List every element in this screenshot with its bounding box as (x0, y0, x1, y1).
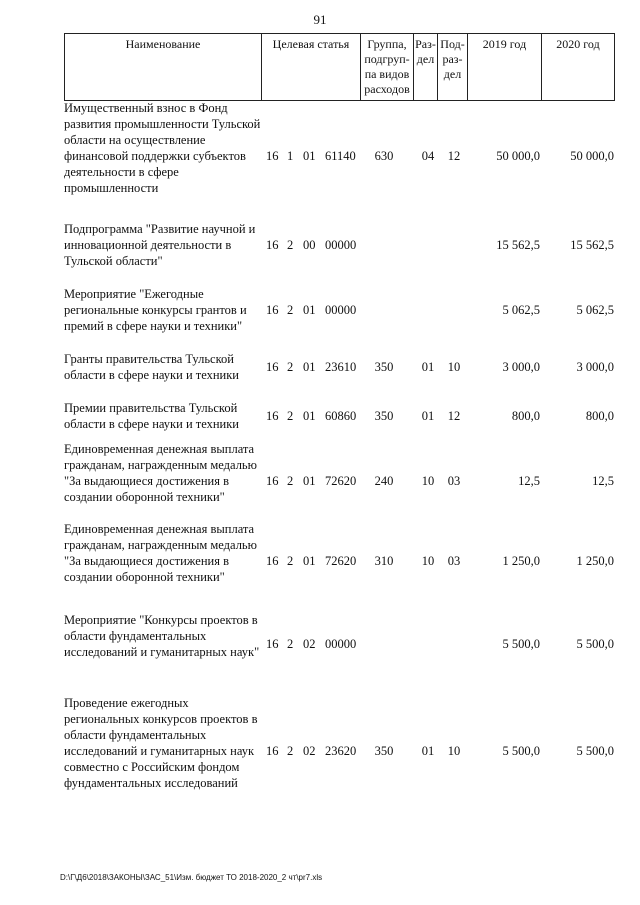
row-value-2019: 3 000,0 (502, 360, 540, 374)
row-subsection: 03 (447, 474, 461, 488)
row-value-2019: 50 000,0 (496, 149, 540, 163)
table-header (64, 33, 615, 101)
row-value-2019: 800,0 (511, 409, 540, 423)
row-code-event: 02 (303, 744, 316, 758)
row-name: Мероприятие "Ежегодные региональные конкурсы грантов и премий в сфере науки и техники" (64, 287, 247, 333)
row-group: 310 (374, 554, 394, 568)
header-group: Группа, подгруп-па видов расходов (360, 34, 413, 100)
row-value-2020: 50 000,0 (570, 149, 614, 163)
row-value-2019: 5 062,5 (502, 303, 540, 317)
row-code-direction: 72620 (325, 554, 357, 568)
row-value-2019: 15 562,5 (496, 238, 540, 252)
row-name: Премии правительства Тульской области в сфере науки и техники (64, 401, 239, 431)
row-group: 350 (374, 409, 394, 423)
row-name: Мероприятие "Конкурсы проектов в области фундаментальных исследований и гуманитарных наук" (64, 613, 260, 659)
row-value-2020: 12,5 (592, 474, 614, 488)
row-code-subprogram: 2 (287, 474, 294, 488)
row-subsection: 10 (447, 744, 461, 758)
row-code-program: 16 (266, 149, 279, 163)
row-code-direction: 72620 (325, 474, 357, 488)
header-2020: 2020 год (541, 34, 615, 100)
row-section: 10 (421, 554, 435, 568)
row-code-event: 01 (303, 474, 316, 488)
row-code-program: 16 (266, 554, 279, 568)
row-value-2020: 5 500,0 (576, 744, 614, 758)
row-code-program: 16 (266, 744, 279, 758)
row-code-subprogram: 2 (287, 744, 294, 758)
row-code-event: 02 (303, 637, 316, 651)
row-code-direction: 23610 (325, 360, 357, 374)
row-name: Гранты правительства Тульской области в сфере науки и техники (64, 352, 239, 382)
row-subsection: 10 (447, 360, 461, 374)
header-2019: 2019 год (467, 34, 541, 100)
row-value-2020: 800,0 (585, 409, 614, 423)
row-code-program: 16 (266, 637, 279, 651)
header-name: Наименование (64, 34, 261, 100)
row-value-2020: 15 562,5 (570, 238, 614, 252)
row-code-direction: 00000 (325, 238, 357, 252)
row-value-2020: 1 250,0 (576, 554, 614, 568)
row-group: 630 (374, 149, 394, 163)
row-code-subprogram: 2 (287, 637, 294, 651)
row-subsection: 12 (447, 149, 461, 163)
row-code-event: 01 (303, 149, 316, 163)
row-code-subprogram: 2 (287, 554, 294, 568)
row-subsection: 03 (447, 554, 461, 568)
row-code-subprogram: 2 (287, 303, 294, 317)
row-subsection: 12 (447, 409, 461, 423)
page-number: 91 (313, 12, 327, 27)
row-value-2020: 3 000,0 (576, 360, 614, 374)
header-target: Целевая статья (261, 34, 360, 100)
row-code-subprogram: 2 (287, 360, 294, 374)
row-section: 04 (421, 149, 435, 163)
row-code-event: 00 (303, 238, 316, 252)
row-code-event: 01 (303, 409, 316, 423)
row-code-direction: 00000 (325, 303, 357, 317)
row-value-2019: 5 500,0 (502, 744, 540, 758)
row-code-subprogram: 1 (287, 149, 294, 163)
row-name: Единовременная денежная выплата гражданам, награжденным медалью "За выдающиеся достижения в создании оборонной техники" (64, 442, 257, 504)
row-section: 01 (421, 360, 435, 374)
row-code-program: 16 (266, 474, 279, 488)
file-path-footer: D:\Г\Д6\2018\ЗАКОНЫ\ЗАС_51\Изм. бюджет ТО 2018-2020_2 чт\pr7.xls (60, 873, 323, 882)
row-section: 10 (421, 474, 435, 488)
row-code-program: 16 (266, 409, 279, 423)
row-code-subprogram: 2 (287, 238, 294, 252)
row-code-event: 01 (303, 360, 316, 374)
header-section: Раз-дел (413, 34, 437, 100)
row-code-direction: 60860 (325, 409, 357, 423)
row-value-2020: 5 500,0 (576, 637, 614, 651)
row-group: 350 (374, 360, 394, 374)
row-code-direction: 00000 (325, 637, 357, 651)
row-code-event: 01 (303, 554, 316, 568)
header-subsection: Под-раз-дел (437, 34, 467, 100)
row-group: 240 (374, 474, 394, 488)
row-value-2019: 5 500,0 (502, 637, 540, 651)
row-section: 01 (421, 744, 435, 758)
row-code-program: 16 (266, 303, 279, 317)
row-code-direction: 61140 (325, 149, 356, 163)
row-value-2019: 1 250,0 (502, 554, 540, 568)
row-section: 01 (421, 409, 435, 423)
row-name: Проведение ежегодных региональных конкурсов проектов в области фундаментальных исследований и гуманитарных наук совместно с Российским фондом фундаментальных исследований (64, 696, 258, 790)
row-value-2019: 12,5 (518, 474, 540, 488)
row-code-direction: 23620 (325, 744, 357, 758)
row-value-2020: 5 062,5 (576, 303, 614, 317)
row-name: Единовременная денежная выплата гражданам, награжденным медалью "За выдающиеся достижения в создании оборонной техники" (64, 522, 257, 584)
row-code-program: 16 (266, 360, 279, 374)
row-name: Подпрограмма "Развитие научной и инновационной деятельности в Тульской области" (64, 222, 256, 268)
row-group: 350 (374, 744, 394, 758)
row-code-event: 01 (303, 303, 316, 317)
row-name: Имущественный взнос в Фонд развития промышленности Тульской области на осуществление финансовой поддержки субъектов деятельности в сфере промышленности (64, 101, 261, 195)
row-code-subprogram: 2 (287, 409, 294, 423)
row-code-program: 16 (266, 238, 279, 252)
